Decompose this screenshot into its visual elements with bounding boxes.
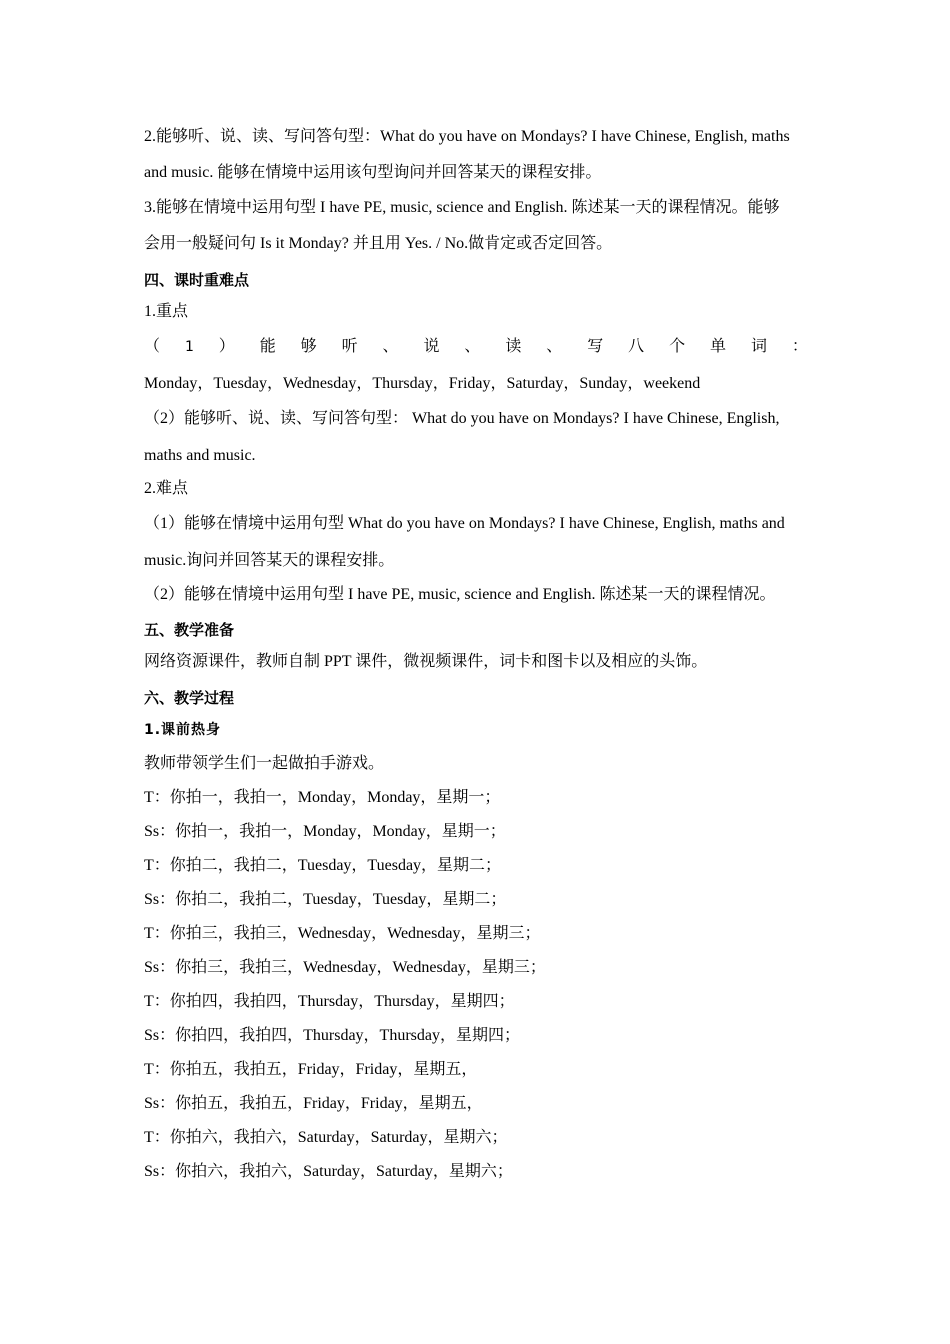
spread-char: 写 <box>587 338 604 355</box>
difficult-point-2: （2）能够在情境中运用句型 I have PE, music, science and English. 陈述某一天的课程情况。 <box>144 586 776 603</box>
spread-char: 、 <box>382 338 399 355</box>
step-1-intro: 教师带领学生们一起做拍手游戏。 <box>144 755 385 772</box>
objective-3-line-1: 3.能够在情境中运用句型 I have PE, music, science and English. 陈述某一天的课程情况。能够 <box>144 199 780 216</box>
spread-char: 八 <box>628 338 645 355</box>
dialogue-line: Ss：你拍一，我拍一，Monday，Monday，星期一； <box>144 823 506 840</box>
dialogue-line: T：你拍四，我拍四，Thursday，Thursday，星期四； <box>144 993 515 1010</box>
spread-char: 、 <box>464 338 481 355</box>
section-5-body: 网络资源课件，教师自制 PPT 课件，微视频课件，词卡和图卡以及相应的头饰。 <box>144 653 708 670</box>
spread-char: （ <box>144 338 161 355</box>
spread-char: ： <box>791 338 808 355</box>
dialogue-line: T：你拍六，我拍六，Saturday，Saturday，星期六； <box>144 1129 508 1146</box>
dialogue-line: Ss：你拍五，我拍五，Friday，Friday，星期五， <box>144 1095 483 1112</box>
key-point-2-line-2: maths and music. <box>144 447 256 464</box>
dialogue-line: T：你拍一，我拍一，Monday，Monday，星期一； <box>144 789 501 806</box>
spread-char: 、 <box>546 338 563 355</box>
dialogue-line: T：你拍三，我拍三，Wednesday，Wednesday，星期三； <box>144 925 541 942</box>
section-5-heading: 五、教学准备 <box>144 621 235 639</box>
spread-char: 1 <box>184 339 194 355</box>
spread-char: 读 <box>505 338 522 355</box>
section-6-heading: 六、教学过程 <box>144 689 235 707</box>
spread-char: 听 <box>341 338 358 355</box>
difficult-points-title: 2.难点 <box>144 480 189 497</box>
difficult-point-1-line-1: （1）能够在情境中运用句型 What do you have on Mondays? I have Chinese, English, maths and <box>144 515 785 532</box>
key-point-1-spread <box>144 336 808 358</box>
dialogue-line: Ss：你拍三，我拍三，Wednesday，Wednesday，星期三； <box>144 959 546 976</box>
objective-2-line-2: and music. 能够在情境中运用该句型询问并回答某天的课程安排。 <box>144 164 602 181</box>
dialogue-line: Ss：你拍四，我拍四，Thursday，Thursday，星期四； <box>144 1027 520 1044</box>
objective-3-line-2: 会用一般疑问句 Is it Monday? 并且用 Yes. / No.做肯定或否定回答。 <box>144 235 613 252</box>
spread-char: 单 <box>710 338 727 355</box>
step-1-title: 1.课前热身 <box>144 722 222 738</box>
difficult-point-1-line-2: music.询问并回答某天的课程安排。 <box>144 552 395 569</box>
objective-2-line-1: 2.能够听、说、读、写问答句型：What do you have on Mondays? I have Chinese, English, maths <box>144 128 790 145</box>
spread-char: ） <box>218 338 235 355</box>
spread-char: 个 <box>669 338 686 355</box>
key-point-1-words: Monday，Tuesday，Wednesday，Thursday，Friday，Saturday，Sunday，weekend <box>144 375 701 392</box>
dialogue-line: T：你拍五，我拍五，Friday，Friday，星期五， <box>144 1061 478 1078</box>
dialogue-line: Ss：你拍二，我拍二，Tuesday，Tuesday，星期二； <box>144 891 507 908</box>
key-points-title: 1.重点 <box>144 303 189 320</box>
key-point-2-line-1: （2）能够听、说、读、写问答句型： What do you have on Mondays? I have Chinese, English, <box>144 410 780 427</box>
spread-char: 能 <box>259 338 276 355</box>
spread-char: 够 <box>300 338 317 355</box>
spread-char: 词 <box>750 338 767 355</box>
dialogue-line: Ss：你拍六，我拍六，Saturday，Saturday，星期六； <box>144 1163 513 1180</box>
section-4-heading: 四、课时重难点 <box>144 271 250 289</box>
dialogue-line: T：你拍二，我拍二，Tuesday，Tuesday，星期二； <box>144 857 502 874</box>
spread-char: 说 <box>423 338 440 355</box>
